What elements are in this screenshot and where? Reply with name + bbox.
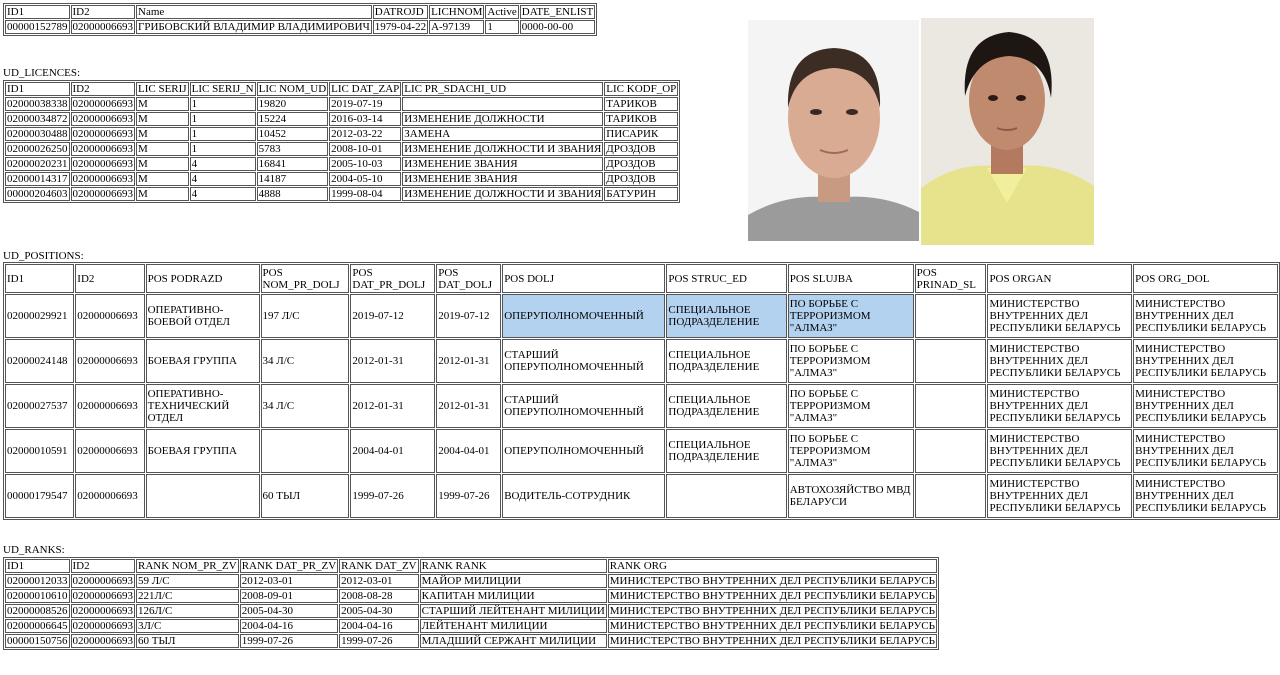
table-cell: 00000204603 [7, 188, 68, 200]
column-header: LICHNOM [431, 6, 483, 18]
table-cell: 02000006693 [75, 474, 144, 518]
table-cell: 02000006693 [72, 575, 133, 587]
table-row [5, 574, 937, 588]
table-cell: СПЕЦИАЛЬНОЕ ПОДРАЗДЕЛЕНИЕ [666, 294, 786, 338]
table-row [5, 127, 678, 141]
table-row [5, 97, 678, 111]
column-header: ID2 [75, 264, 144, 293]
table-cell: 1999-07-26 [240, 634, 338, 648]
table-cell: ИЗМЕНЕНИЕ ДОЛЖНОСТИ И ЗВАНИЯ [404, 143, 602, 155]
table-cell: МИНИСТЕРСТВО ВНУТРЕННИХ ДЕЛ РЕСПУБЛИКИ БЕЛАРУСЬ [609, 575, 935, 587]
table-cell: МИНИСТЕРСТВО ВНУТРЕННИХ ДЕЛ РЕСПУБЛИКИ БЕЛАРУСЬ [1133, 294, 1278, 338]
table-cell: 02000030488 [7, 128, 68, 140]
table-row [5, 187, 678, 201]
table-row [5, 384, 1278, 428]
table-row [5, 112, 678, 126]
table-cell: 34 Л/С [261, 384, 350, 428]
column-header: ID1 [5, 82, 70, 96]
column-header: RANK RANK [420, 559, 607, 573]
table-cell: 2004-04-01 [350, 429, 435, 473]
table-cell: МИНИСТЕРСТВО ВНУТРЕННИХ ДЕЛ РЕСПУБЛИКИ БЕЛАРУСЬ [609, 635, 935, 647]
table-cell: МИНИСТЕРСТВО ВНУТРЕННИХ ДЕЛ РЕСПУБЛИКИ БЕЛАРУСЬ [1133, 474, 1278, 518]
table-row [5, 589, 937, 603]
table-cell [402, 97, 603, 111]
table-cell: 1 [190, 112, 256, 126]
table-cell: 02000029921 [5, 294, 74, 338]
table-cell: 14187 [257, 172, 329, 186]
table-cell: 2012-03-01 [240, 574, 338, 588]
table-cell: МАЙОР МИЛИЦИИ [420, 574, 607, 588]
table-cell: 2019-07-12 [350, 294, 435, 338]
column-header: ID2 [71, 559, 136, 573]
table-cell: 16841 [257, 157, 329, 171]
header-row [5, 82, 678, 96]
table-cell: 2004-04-16 [240, 619, 338, 633]
table-cell: ИЗМЕНЕНИЕ ДОЛЖНОСТИ И ЗВАНИЯ [404, 188, 602, 200]
header-row [5, 5, 595, 19]
table-cell: ОПЕРУПОЛНОМОЧЕННЫЙ [502, 429, 665, 473]
table-cell: ИЗМЕНЕНИЕ ЗВАНИЯ [402, 172, 603, 186]
table-cell: 02000006693 [72, 173, 133, 185]
table-cell: 19820 [257, 97, 329, 111]
column-header: ID2 [71, 82, 136, 96]
table-cell: ПО БОРЬБЕ С ТЕРРОРИЗМОМ "АЛМАЗ" [788, 339, 914, 383]
table-cell: 2012-03-01 [339, 574, 418, 588]
photo-young [921, 18, 1094, 245]
table-cell: 02000006693 [72, 113, 133, 125]
table-cell [915, 384, 987, 428]
table-cell [915, 339, 987, 383]
column-header: POS DAT_PR_DOLJ [350, 264, 435, 293]
table-cell: 2019-07-19 [329, 97, 401, 111]
table-cell: ЛЕЙТЕНАНТ МИЛИЦИИ [420, 619, 607, 633]
table-cell: ИЗМЕНЕНИЕ ДОЛЖНОСТИ [402, 112, 603, 126]
table-cell: 4888 [257, 187, 329, 201]
table-cell [261, 429, 350, 473]
table-cell: 02000014317 [7, 173, 68, 185]
table-cell: 2019-07-12 [436, 294, 501, 338]
table-cell: СТАРШИЙ ЛЕЙТЕНАНТ МИЛИЦИИ [421, 605, 605, 617]
table-cell: СПЕЦИАЛЬНОЕ ПОДРАЗДЕЛЕНИЕ [666, 384, 786, 428]
column-header: ID2 [71, 5, 136, 19]
table-cell: М [136, 157, 189, 171]
table-cell: МИНИСТЕРСТВО ВНУТРЕННИХ ДЕЛ РЕСПУБЛИКИ БЕЛАРУСЬ [1133, 429, 1278, 473]
table-cell: МИНИСТЕРСТВО ВНУТРЕННИХ ДЕЛ РЕСПУБЛИКИ БЕЛАРУСЬ [987, 384, 1132, 428]
table-cell: М [136, 142, 189, 156]
table-cell: 2016-03-14 [329, 112, 401, 126]
table-cell: 02000006693 [75, 429, 144, 473]
table-cell: 02000038338 [7, 98, 68, 110]
table-row [5, 157, 678, 171]
table-cell: М [136, 172, 189, 186]
table-cell: ОПЕРАТИВНО-ТЕХНИЧЕСКИЙ ОТДЕЛ [146, 384, 260, 428]
column-header: POS SLUJBA [788, 264, 914, 293]
table-row [5, 142, 678, 156]
table-cell: КАПИТАН МИЛИЦИИ [420, 589, 607, 603]
column-header: LIC PR_SDACHI_UD [402, 82, 603, 96]
table-cell: ДРОЗДОВ [604, 172, 678, 186]
table-cell: 02000006693 [72, 620, 133, 632]
table-cell: 00000150756 [7, 635, 68, 647]
table-cell: 00000179547 [5, 474, 74, 518]
table-cell: 02000006693 [72, 21, 133, 33]
table-cell: 02000006693 [72, 188, 133, 200]
table-cell: 02000006693 [72, 635, 133, 647]
table-cell: МИНИСТЕРСТВО ВНУТРЕННИХ ДЕЛ РЕСПУБЛИКИ БЕЛАРУСЬ [987, 429, 1132, 473]
column-header: RANK NOM_PR_ZV [138, 560, 237, 572]
table-row [5, 20, 595, 34]
table-cell: М [136, 187, 189, 201]
table-cell: МИНИСТЕРСТВО ВНУТРЕННИХ ДЕЛ РЕСПУБЛИКИ БЕЛАРУСЬ [987, 294, 1132, 338]
table-cell: М [136, 127, 189, 141]
table-row [5, 172, 678, 186]
column-header: RANK DAT_PR_ZV [241, 560, 337, 572]
table-cell: СТАРШИЙ ОПЕРУПОЛНОМОЧЕННЫЙ [502, 339, 665, 383]
table-cell: ПИСАРИК [604, 127, 678, 141]
column-header: Active [487, 6, 517, 18]
table-cell: 2005-04-30 [339, 604, 418, 618]
table-cell: ПО БОРЬБЕ С ТЕРРОРИЗМОМ "АЛМАЗ" [788, 384, 914, 428]
table-cell [915, 474, 987, 518]
table-cell: 02000006693 [75, 339, 144, 383]
column-header: ID1 [5, 264, 74, 293]
table-cell: 02000026250 [7, 143, 68, 155]
table-cell: 4 [190, 187, 256, 201]
table-cell: 4 [190, 172, 256, 186]
table-row [5, 429, 1278, 473]
table-cell: СТАРШИЙ ОПЕРУПОЛНОМОЧЕННЫЙ [502, 384, 665, 428]
table-cell: 34 Л/С [261, 339, 350, 383]
table-cell: ТАРИКОВ [604, 112, 678, 126]
table-cell: 4 [190, 157, 256, 171]
ranks-table [3, 557, 939, 650]
table-cell: 5783 [257, 142, 329, 156]
table-cell: 02000006693 [72, 158, 133, 170]
column-header: LIC SERIJ [138, 83, 187, 95]
table-cell: 1999-07-26 [350, 474, 435, 518]
table-cell: 2012-01-31 [350, 339, 435, 383]
table-cell: 02000006693 [72, 143, 133, 155]
table-row [5, 339, 1278, 383]
column-header: ID1 [5, 559, 70, 573]
table-cell: 1 [190, 97, 256, 111]
ranks-caption: UD_RANKS: [3, 544, 65, 556]
table-cell: ВОДИТЕЛЬ-СОТРУДНИК [502, 474, 665, 518]
table-cell: ПО БОРЬБЕ С ТЕРРОРИЗМОМ "АЛМАЗ" [788, 429, 914, 473]
column-header: LIC DAT_ZAP [331, 83, 400, 95]
table-row [5, 619, 937, 633]
table-cell: 2008-10-01 [329, 142, 401, 156]
table-cell: БОЕВАЯ ГРУППА [146, 429, 260, 473]
positions-caption: UD_POSITIONS: [3, 250, 84, 262]
table-cell: 2012-01-31 [436, 339, 501, 383]
table-cell: 2005-10-03 [329, 157, 401, 171]
table-cell: А-97139 [429, 20, 484, 34]
table-row [5, 474, 1278, 518]
table-cell: 2004-04-16 [339, 619, 418, 633]
table-cell: 221Л/С [136, 589, 239, 603]
column-header: LIC KODF_OP [606, 83, 677, 95]
table-cell: МИНИСТЕРСТВО ВНУТРЕННИХ ДЕЛ РЕСПУБЛИКИ БЕЛАРУСЬ [1133, 339, 1278, 383]
column-header: POS NOM_PR_DOLJ [261, 264, 350, 293]
table-cell: 2008-08-28 [339, 589, 418, 603]
table-cell: 2012-03-22 [329, 127, 401, 141]
table-cell: 02000006693 [75, 294, 144, 338]
table-cell: 10452 [257, 127, 329, 141]
table-cell: 02000006645 [7, 620, 68, 632]
column-header: Name [136, 5, 372, 19]
table-cell: ГРИБОВСКИЙ ВЛАДИМИР ВЛАДИМИРОВИЧ [138, 21, 370, 33]
column-header: DATROJD [373, 5, 428, 19]
table-cell: ПО БОРЬБЕ С ТЕРРОРИЗМОМ "АЛМАЗ" [788, 294, 914, 338]
table-cell: БОЕВАЯ ГРУППА [146, 339, 260, 383]
table-cell: 02000006693 [75, 384, 144, 428]
column-header: POS DAT_DOLJ [436, 264, 501, 293]
table-cell: ИЗМЕНЕНИЕ ЗВАНИЯ [402, 157, 603, 171]
table-cell: 1999-08-04 [329, 187, 401, 201]
table-cell: АВТОХОЗЯЙСТВО МВД БЕЛАРУСИ [788, 474, 914, 518]
table-cell: МИНИСТЕРСТВО ВНУТРЕННИХ ДЕЛ РЕСПУБЛИКИ БЕЛАРУСЬ [987, 339, 1132, 383]
table-cell [915, 294, 987, 338]
table-cell: 2008-09-01 [240, 589, 338, 603]
table-cell: М [136, 97, 189, 111]
header-row [5, 559, 937, 573]
table-cell: 02000006693 [72, 605, 133, 617]
table-cell: 1 [190, 127, 256, 141]
table-cell: 02000012033 [7, 575, 68, 587]
table-cell: 02000024148 [5, 339, 74, 383]
table-row [5, 604, 937, 618]
table-cell: МИНИСТЕРСТВО ВНУТРЕННИХ ДЕЛ РЕСПУБЛИКИ БЕЛАРУСЬ [1133, 384, 1278, 428]
column-header: POS PRINAD_SL [915, 264, 987, 293]
table-cell: 2005-04-30 [240, 604, 338, 618]
positions-table [3, 262, 1280, 520]
table-cell: 3Л/С [136, 619, 239, 633]
table-cell: 60 ТЫЛ [261, 474, 350, 518]
table-cell: 02000006693 [72, 590, 133, 602]
table-cell: 02000010610 [7, 590, 68, 602]
licences-table [3, 80, 680, 203]
table-cell: СПЕЦИАЛЬНОЕ ПОДРАЗДЕЛЕНИЕ [666, 429, 786, 473]
column-header: RANK DAT_ZV [341, 560, 417, 572]
column-header: LIC SERIJ_N [191, 83, 254, 95]
column-header: RANK ORG [608, 559, 937, 573]
column-header: ID1 [5, 5, 70, 19]
table-row [5, 294, 1278, 338]
table-cell: 02000006693 [72, 128, 133, 140]
table-cell: 2012-01-31 [350, 384, 435, 428]
table-cell: 02000008526 [7, 605, 68, 617]
table-cell: ДРОЗДОВ [604, 157, 678, 171]
column-header: POS STRUC_ED [666, 264, 786, 293]
table-cell [915, 429, 987, 473]
table-cell [146, 474, 260, 518]
table-cell: 02000034872 [7, 113, 68, 125]
header-row [5, 264, 1278, 293]
table-cell: 59 Л/С [136, 574, 239, 588]
table-cell: 00000152789 [7, 21, 68, 33]
table-cell: ОПЕРУПОЛНОМОЧЕННЫЙ [502, 294, 665, 338]
table-cell: МЛАДШИЙ СЕРЖАНТ МИЛИЦИИ [420, 634, 607, 648]
table-cell: 02000020231 [7, 158, 68, 170]
table-cell: 1 [485, 20, 518, 34]
table-cell: ДРОЗДОВ [604, 142, 678, 156]
table-cell: БАТУРИН [604, 187, 678, 201]
table-cell: 1979-04-22 [374, 21, 427, 33]
table-cell: 02000010591 [5, 429, 74, 473]
table-cell: ОПЕРАТИВНО-БОЕВОЙ ОТДЕЛ [146, 294, 260, 338]
licences-caption: UD_LICENCES: [3, 67, 80, 79]
photo-recent [748, 20, 919, 241]
column-header: POS DOLJ [502, 264, 665, 293]
person-table [3, 3, 597, 36]
table-cell: СПЕЦИАЛЬНОЕ ПОДРАЗДЕЛЕНИЕ [666, 339, 786, 383]
table-cell: 0000-00-00 [520, 20, 596, 34]
table-cell: 1999-07-26 [339, 634, 418, 648]
table-cell: 1999-07-26 [436, 474, 501, 518]
table-cell: 197 Л/С [261, 294, 350, 338]
column-header: LIC NOM_UD [258, 83, 327, 95]
table-cell: 2004-04-01 [436, 429, 501, 473]
table-cell: 1 [190, 142, 256, 156]
column-header: POS ORGAN [987, 264, 1132, 293]
column-header: DATE_ENLIST [521, 6, 594, 18]
table-cell: 126Л/С [136, 604, 239, 618]
table-cell: 60 ТЫЛ [136, 634, 239, 648]
table-cell: МИНИСТЕРСТВО ВНУТРЕННИХ ДЕЛ РЕСПУБЛИКИ БЕЛАРУСЬ [609, 605, 935, 617]
table-cell: МИНИСТЕРСТВО ВНУТРЕННИХ ДЕЛ РЕСПУБЛИКИ БЕЛАРУСЬ [609, 620, 935, 632]
table-cell: ЗАМЕНА [402, 127, 603, 141]
table-cell: 2004-05-10 [329, 172, 401, 186]
table-cell: 2012-01-31 [436, 384, 501, 428]
column-header: POS ORG_DOL [1133, 264, 1278, 293]
table-cell: 15224 [257, 112, 329, 126]
table-cell: 02000027537 [5, 384, 74, 428]
table-cell: МИНИСТЕРСТВО ВНУТРЕННИХ ДЕЛ РЕСПУБЛИКИ БЕЛАРУСЬ [609, 590, 935, 602]
table-cell: 02000006693 [72, 98, 133, 110]
column-header: POS PODRAZD [146, 264, 260, 293]
table-cell [666, 474, 786, 518]
table-cell: МИНИСТЕРСТВО ВНУТРЕННИХ ДЕЛ РЕСПУБЛИКИ БЕЛАРУСЬ [987, 474, 1132, 518]
table-cell: М [136, 112, 189, 126]
table-cell: ТАРИКОВ [604, 97, 678, 111]
table-row [5, 634, 937, 648]
